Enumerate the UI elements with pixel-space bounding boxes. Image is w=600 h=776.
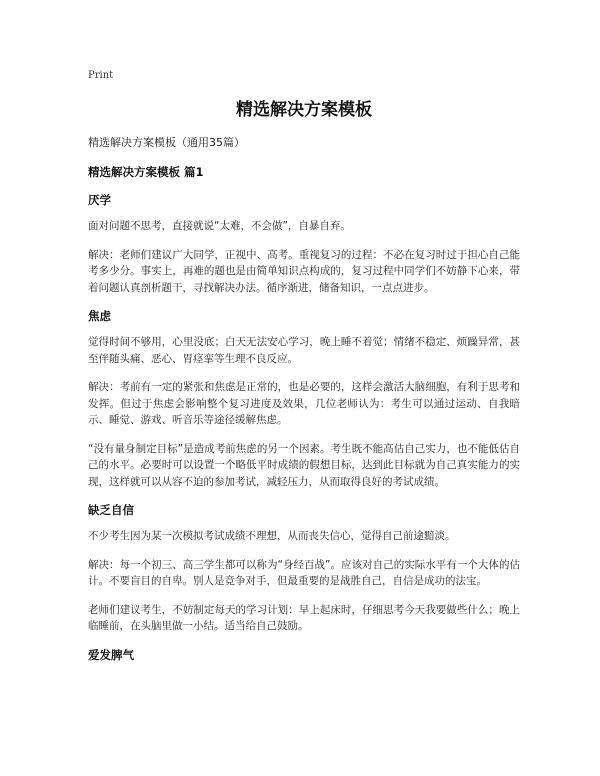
section-heading: 焦虑 (88, 309, 111, 323)
paragraph: 不少考生因为某一次模拟考试成绩不理想，从而丧失信心，觉得自己前途黯淡。 (88, 530, 456, 542)
section-heading: 爱发脾气 (88, 647, 134, 662)
section-jiaolv (88, 308, 520, 490)
paragraph: 解决：老师们建议广大同学，正视中、高考。重视复习的过程：不必在复习时过于担心自己能考多少分。事实上，再难的题也是由简单知识点构成的，复习过程中同学们不妨静下心来，带着问题认真剖析题干，寻找解决办法。循序渐进，储备知识，一点点进步。 (88, 248, 520, 294)
section-yanxue (88, 192, 520, 296)
document-title: 精选解决方案模板 (236, 100, 372, 120)
paragraph: “没有量身制定目标”是造成考前焦虑的另一个因素。考生既不能高估自己实力，也不能低估自己的水平。必要时可以设置一个略低平时成绩的假想目标，达到此目标就为自己真实能力的实现，这样就可以从容不迫的参加考试，减轻压力，从而取得良好的考试成绩。 (88, 442, 520, 488)
paragraph: 面对问题不思考，直接就说“太难，不会做”，自暴自弃。 (88, 220, 351, 232)
document-subtitle: 精选解决方案模板（通用35篇） (88, 136, 245, 149)
section-title: 精选解决方案模板 篇1 (88, 165, 204, 179)
section-aifa-piqi (88, 647, 520, 663)
document-content (88, 70, 520, 673)
section-heading: 厌学 (88, 193, 111, 207)
section-heading: 缺乏自信 (88, 503, 134, 517)
paragraph: 解决：每一个初三、高三学生都可以称为“身经百战”。应该对自己的实际水平有一个大体的估计。不要盲目的自卑。别人是竞争对手，但最重要的是战胜自己，自信是成功的法宝。 (88, 558, 520, 587)
paragraph: 老师们建议考生，不妨制定每天的学习计划：早上起床时，仔细思考今天我要做些什么；晚上临睡前，在头脑里做一小结。适当给自己鼓励。 (88, 603, 520, 632)
section-quefa-zixin (88, 502, 520, 635)
paragraph: 解决：考前有一定的紧张和焦虑是正常的，也是必要的，这样会激活大脑细胞，有利于思考和发挥。但过于焦虑会影响整个复习进度及效果，几位老师认为：考生可以通过运动、自我暗示、睡觉、游戏、听音乐等途径缓解焦虑。 (88, 381, 520, 426)
print-label[interactable]: Print (88, 70, 114, 81)
paragraph: 觉得时间不够用，心里没底；白天无法安心学习，晚上睡不着觉；情绪不稳定、烦躁异常，甚至伴随头痛、恶心、胃痉挛等生理不良反应。 (88, 336, 520, 365)
